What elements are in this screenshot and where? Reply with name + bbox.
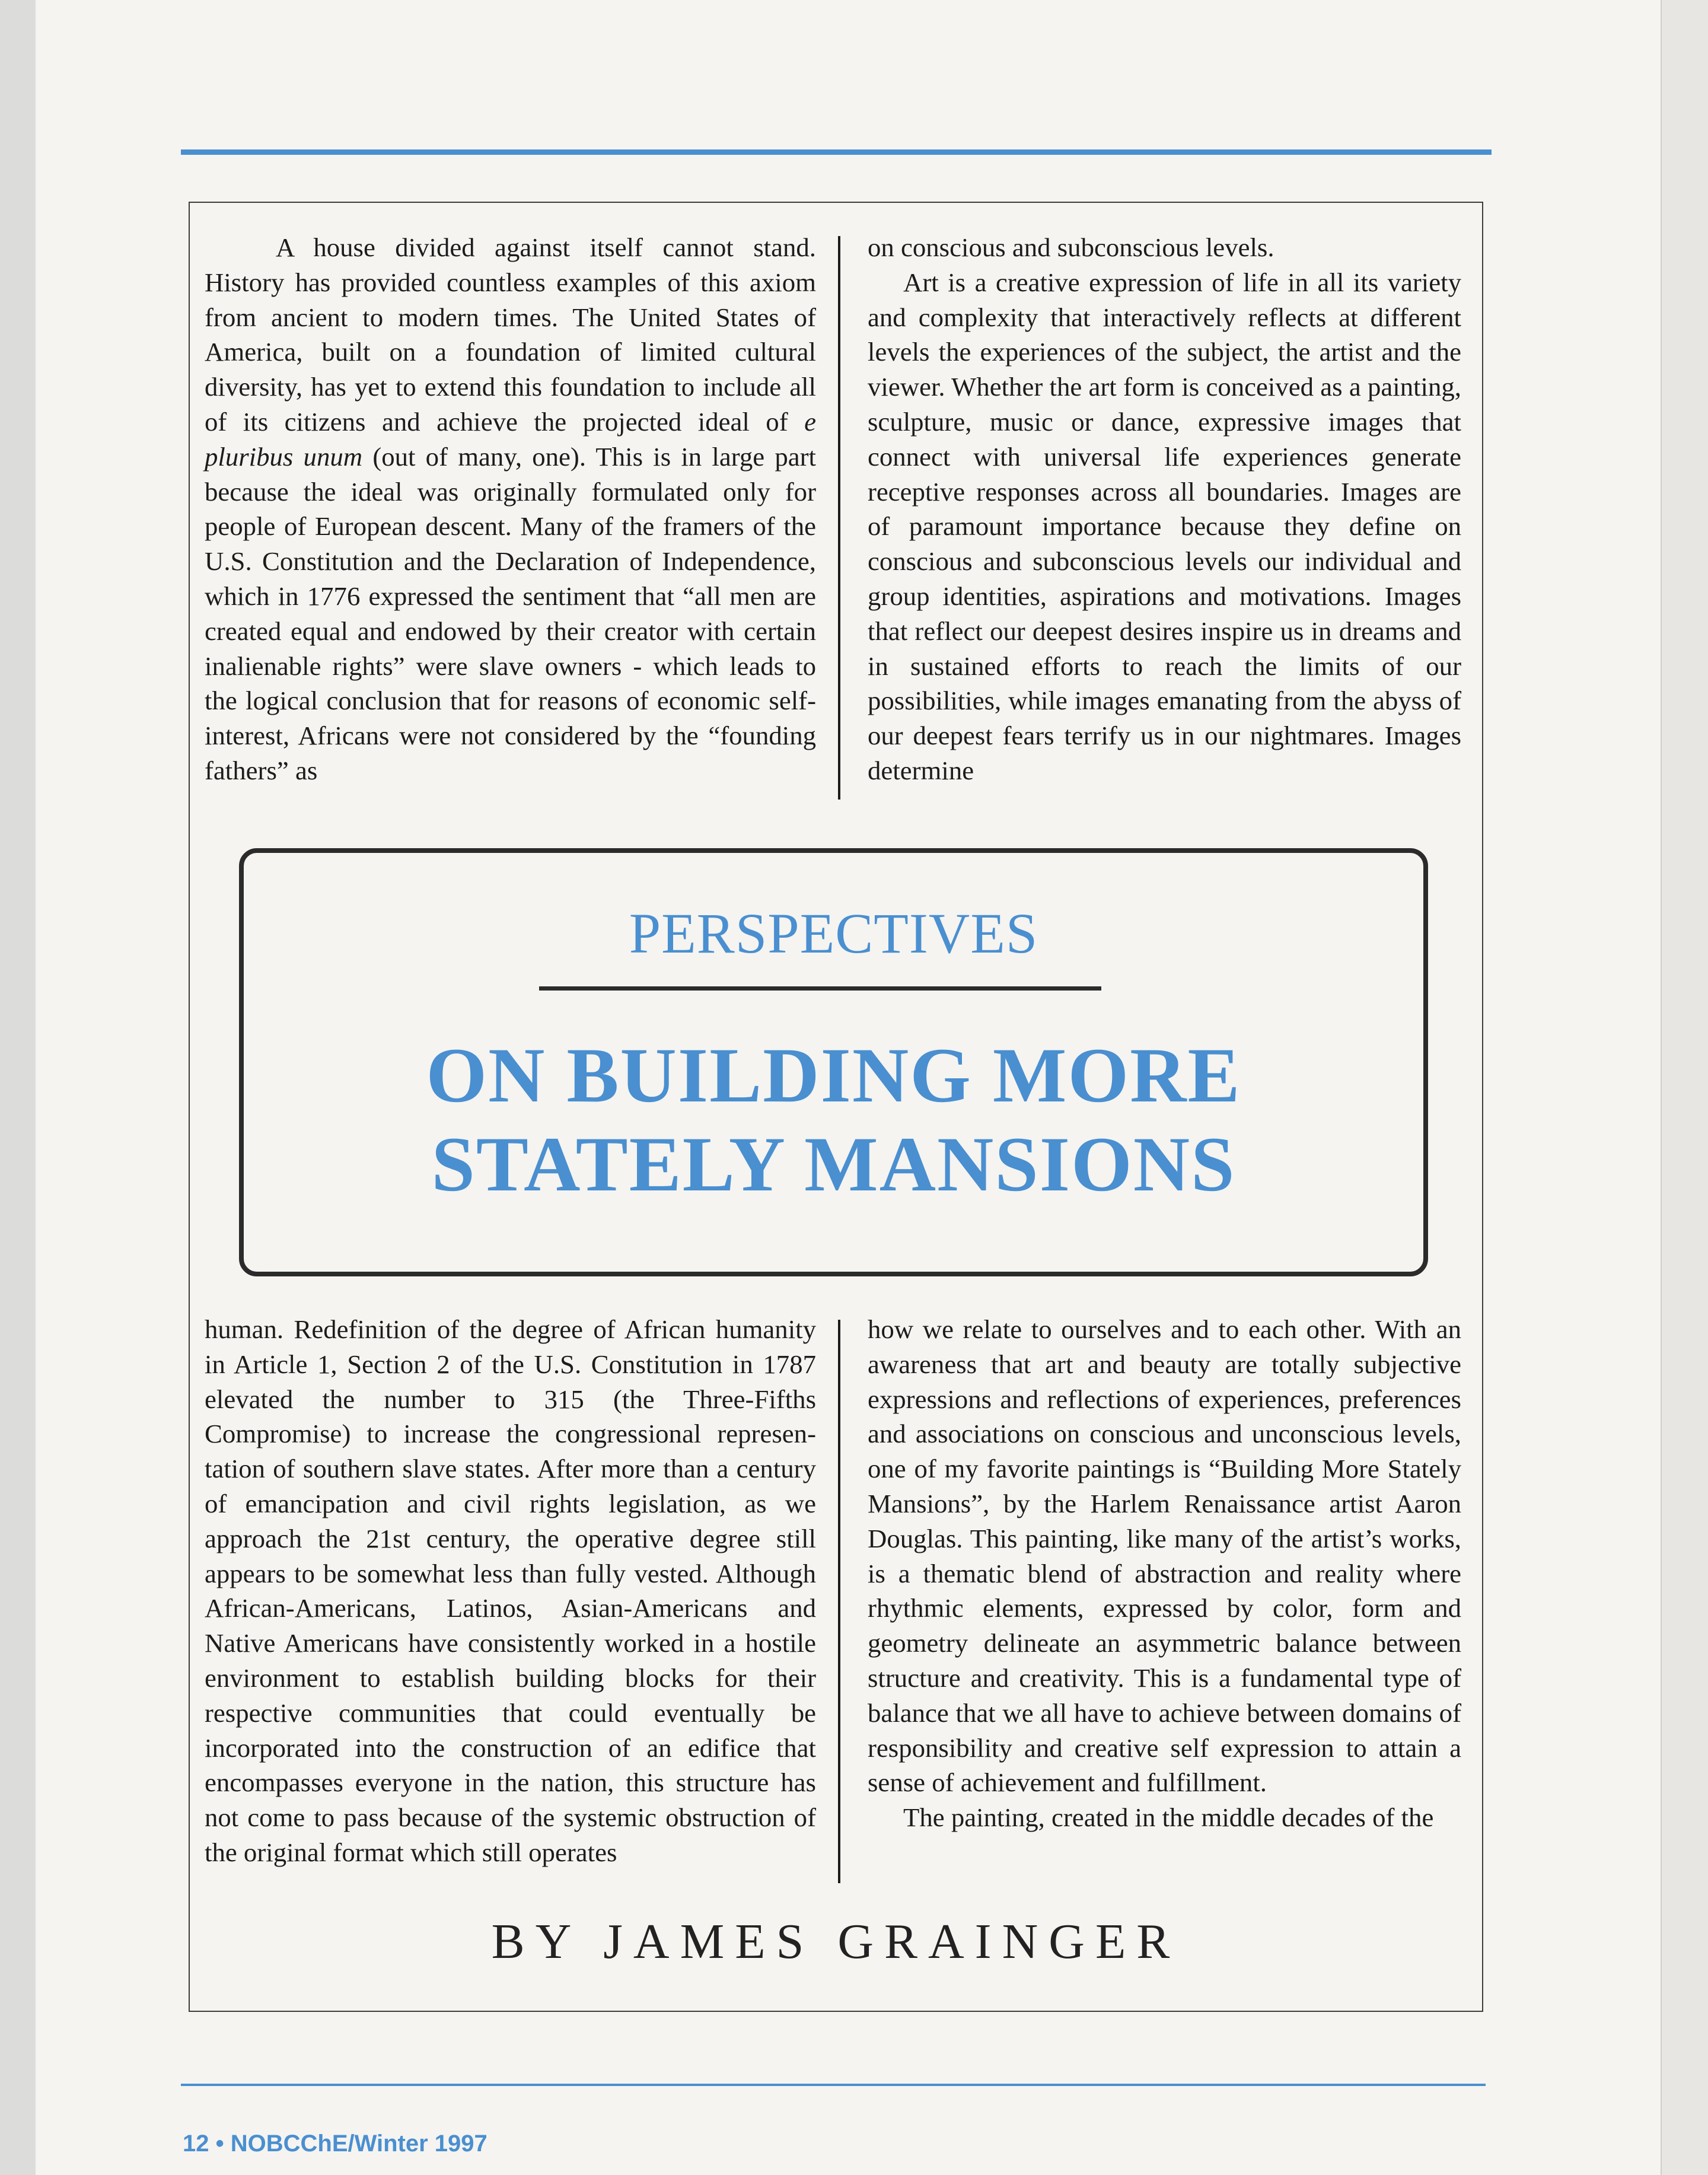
- lower-left-column: [205, 1312, 816, 1870]
- adjacent-page-edge: [1661, 0, 1708, 2175]
- headline-line-2: STATELY MANSIONS: [431, 1120, 1236, 1208]
- intro-text: A house divided against itself cannot stand. History has provided countless examples of this axiom from ancient to modern times. The United States of America, built on a foundation of limited cultural diversity, has yet to extend this foundation to include all of its citizens and achieve the projected ideal of: [205, 233, 816, 437]
- section-kicker: PERSPECTIVES: [629, 902, 1038, 965]
- lower-column-divider: [838, 1320, 840, 1883]
- latin-motto: e pluribus unum: [205, 406, 816, 472]
- art-paragraph: Art is a creative expression of life in all its variety and complexity that interactively reflects at different levels the experiences of the subject, the artist and the viewer. Whether the art form is conceived as a painting, sculpture, music or dance, expressive images that connect with universal life experiences generate receptive responses across all boundaries. Images are of paramount importance because they define on conscious and subconscious levels our individual and group identities, aspirations and motivations. Images that reflect our deepest desires inspire us in dreams and in sustained efforts to reach the limits of our possibilities, while images emanating from the abyss of our deepest fears terrify us in our nightmares. Images determine: [868, 267, 1461, 785]
- bottom-blue-rule: [181, 2084, 1486, 2086]
- history-paragraph: human. Redefinition of the degree of African humanity in Article 1, Section 2 of the U.S. Constitution in 1787 elevated the number to 315 (the Three-Fifths Compromise) to increase the congressional representation of southern slave states. After more than a century of emancipation and civil rights legislation, as we approach the 21st century, the operative degree still appears to be somewhat less than fully vested. Although African-Americans, Latinos, Asian-Americans and Native Americans have consistently worked in a hostile environment to establish building blocks for their respective communities that could eventually be incorporated into the construction of an edifice that encompasses everyone in the nation, this structure has not come to pass because of the systemic obstruction of the original format which still operates: [205, 1314, 816, 1867]
- upper-right-column: [868, 230, 1461, 788]
- kicker-underline: [539, 986, 1101, 991]
- page-footer: 12 • NOBCChE/Winter 1997: [183, 2131, 487, 2157]
- painting-continued-line: The painting, created in the middle decades of the: [903, 1803, 1434, 1833]
- title-box: [239, 848, 1428, 1276]
- painting-paragraph: how we relate to ourselves and to each other. With an awareness that art and beauty are totally subjective expressions and reflections of experiences, preferences and associations on conscious and unconscious levels, one of my favorite paintings is “Building More Stately Mansions”, by the Harlem Renaissance artist Aaron Douglas. This painting, like many of the artist’s works, is a thematic blend of abstraction and reality where rhythmic elements, expressed by color, form and geometry delineate an asymmetric balance between structure and creativity. This is a fundamental type of balance that we all have to achieve between domains of responsibility and creative self expression to attain a sense of achievement and fulfillment.: [868, 1314, 1461, 1798]
- intro-text-continued: (out of many, one). This is in large part because the ideal was originally formulated only for people of European descent. Many of the framers of the U.S. Constitution and the Declaration of Independence, which in 1776 expressed the sentiment that “all men are created equal and endowed by their creator with certain inalienable rights” were slave owners - which leads to the logical conclusion that for reasons of economic self-interest, Africans were not considered by the “founding fathers” as: [205, 441, 816, 785]
- intro-paragraph: [205, 230, 816, 788]
- lower-right-column: [868, 1312, 1461, 1835]
- top-blue-rule: [181, 149, 1492, 155]
- continued-line: on conscious and subconscious levels.: [868, 233, 1274, 262]
- headline-line-1: ON BUILDING MORE: [426, 1031, 1241, 1119]
- upper-column-divider: [838, 236, 840, 800]
- author-byline: BY JAMES GRAINGER: [491, 1914, 1181, 1969]
- upper-left-column: [205, 230, 816, 788]
- article-headline: [244, 1031, 1423, 1209]
